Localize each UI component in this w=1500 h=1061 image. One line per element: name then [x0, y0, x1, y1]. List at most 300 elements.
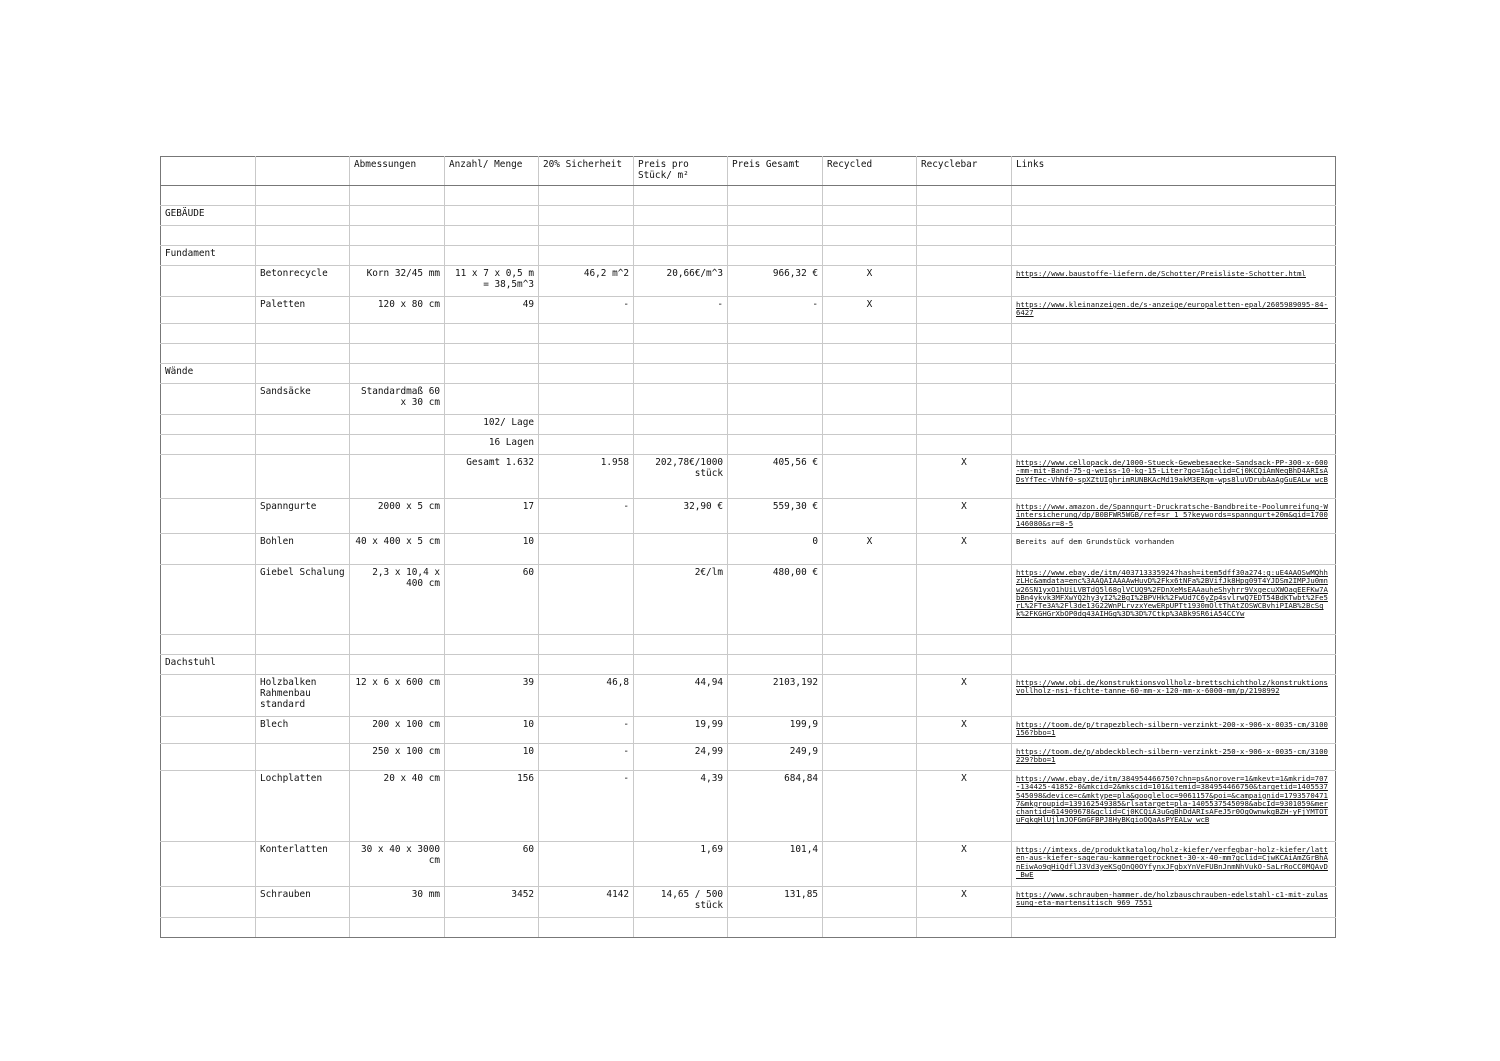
table-row: [161, 297, 1336, 324]
cell-sicherheit: [539, 246, 634, 266]
cell-abmessungen: 12 x 6 x 600 cm: [350, 675, 445, 717]
cell-section: [161, 918, 256, 938]
cell-item: [256, 455, 350, 499]
cell-abmessungen: [350, 344, 445, 364]
cell-abmessungen: 30 mm: [350, 887, 445, 918]
cell-recyclebar: [917, 246, 1012, 266]
table-body: [161, 157, 1336, 938]
cell-item: [256, 344, 350, 364]
cell-link[interactable]: [1012, 565, 1336, 635]
cell-preis-pro-stueck: -: [634, 297, 728, 324]
cell-anzahl: [445, 364, 539, 384]
cell-section: [161, 635, 256, 655]
cell-recyclebar: [917, 344, 1012, 364]
table-row: [161, 744, 1336, 771]
cell-sicherheit: [539, 226, 634, 246]
cell-preis-gesamt: [728, 344, 823, 364]
cell-link: [1012, 918, 1336, 938]
cell-item: [256, 415, 350, 435]
table-row: [161, 455, 1336, 499]
cell-preis-pro-stueck: 20,66€/m^3: [634, 266, 728, 297]
cell-link: [1012, 384, 1336, 415]
link-url[interactable]: https://www.baustoffe-liefern.de/Schotter/Preisliste-Schotter.html: [1016, 269, 1306, 278]
cell-sicherheit: [539, 842, 634, 887]
cell-sicherheit: [539, 415, 634, 435]
cell-link[interactable]: [1012, 297, 1336, 324]
cell-preis-pro-stueck: [634, 246, 728, 266]
cell-section: [161, 415, 256, 435]
cell-recycled: [823, 246, 917, 266]
cell-item: Betonrecycle: [256, 266, 350, 297]
cell-recyclebar: [917, 435, 1012, 455]
cell-abmessungen: [350, 246, 445, 266]
cell-anzahl: 10: [445, 534, 539, 565]
cell-preis-gesamt: [728, 246, 823, 266]
cell-preis-pro-stueck: 202,78€/1000 stück: [634, 455, 728, 499]
cell-recycled: [823, 635, 917, 655]
cell-section: [161, 771, 256, 842]
cell-item: [256, 226, 350, 246]
cell-abmessungen: [350, 635, 445, 655]
table-row: [161, 384, 1336, 415]
cell-recycled: [823, 384, 917, 415]
cell-sicherheit: 4142: [539, 887, 634, 918]
cell-preis-gesamt: 405,56 €: [728, 455, 823, 499]
cell-preis-gesamt: 249,9: [728, 744, 823, 771]
cell-recycled: [823, 771, 917, 842]
cell-item: [256, 435, 350, 455]
cell-link: [1012, 226, 1336, 246]
cell-preis-pro-stueck: [634, 635, 728, 655]
cell-recycled: [823, 455, 917, 499]
cell-abmessungen: [350, 435, 445, 455]
cell-preis-pro-stueck: [634, 364, 728, 384]
link-url[interactable]: https://www.ebay.de/itm/384954466750?chn=ps&norover=1&mkevt=1&mkrid=707-134425-41852-0&mkcid=2&mkscid=101&itemid=384954466750&targetid=1405537545098&device=c&mktype=pla&googleloc=9061157&poi=&campaignid=17935704717&mkgroupid=139162549385&rlsatarget=pla-1405537545098&abcId=9301059&merchantid=614909678&gclid=Cj0KCQiA3uGqBhDdARIsAFeJ5r0OgOwnwkgBZH-yFjYMTOTuFqkqHlUjlmJOFGmGFBPJ8HyBKqioOQaAsPYEALw_wcB: [1016, 774, 1328, 825]
link-url[interactable]: https://toom.de/p/trapezblech-silbern-verzinkt-200-x-906-x-0035-cm/3100156?bbo=1: [1016, 720, 1328, 738]
table-row: [161, 186, 1336, 206]
cell-preis-pro-stueck: [634, 655, 728, 675]
cell-preis-pro-stueck: 32,90 €: [634, 499, 728, 534]
cell-item: Schrauben: [256, 887, 350, 918]
cell-item: [256, 918, 350, 938]
cell-preis-gesamt: [728, 364, 823, 384]
cell-abmessungen: [350, 415, 445, 435]
cell-sicherheit: [539, 186, 634, 206]
cell-recycled: [823, 435, 917, 455]
cell-link[interactable]: [1012, 717, 1336, 744]
cell-preis-gesamt: [728, 655, 823, 675]
cell-anzahl: 102/ Lage: [445, 415, 539, 435]
cell-item: Spanngurte: [256, 499, 350, 534]
cell-recycled: [823, 206, 917, 226]
table-row: [161, 918, 1336, 938]
cell-recycled: [823, 565, 917, 635]
cell-link[interactable]: [1012, 455, 1336, 499]
cell-section: [161, 744, 256, 771]
cell-preis-gesamt: 559,30 €: [728, 499, 823, 534]
cell-recyclebar: [917, 635, 1012, 655]
cell-abmessungen: Standardmaß 60 x 30 cm: [350, 384, 445, 415]
cell-preis-gesamt: [728, 206, 823, 226]
cell-section: [161, 455, 256, 499]
cell-recycled: [823, 344, 917, 364]
cell-anzahl: [445, 655, 539, 675]
cell-recyclebar: X: [917, 455, 1012, 499]
cell-abmessungen: [350, 655, 445, 675]
cell-recycled: [823, 499, 917, 534]
cell-sicherheit: 46,8: [539, 675, 634, 717]
cell-preis-pro-stueck: 2€/lm: [634, 565, 728, 635]
cell-abmessungen: [350, 324, 445, 344]
cell-abmessungen: [350, 918, 445, 938]
cell-abmessungen: [350, 455, 445, 499]
cell-section: [161, 675, 256, 717]
cell-sicherheit: 1.958: [539, 455, 634, 499]
cell-recycled: [823, 675, 917, 717]
cell-section: [161, 534, 256, 565]
note-text: Bereits auf dem Grundstück vorhanden: [1016, 537, 1175, 546]
cell-anzahl: [445, 186, 539, 206]
cell-sicherheit: [539, 534, 634, 565]
cell-section: Wände: [161, 364, 256, 384]
cell-preis-pro-stueck: 24,99: [634, 744, 728, 771]
cell-preis-pro-stueck: 44,94: [634, 675, 728, 717]
cell-preis-pro-stueck: [634, 324, 728, 344]
cell-preis-gesamt: [728, 415, 823, 435]
cell-recycled: X: [823, 297, 917, 324]
cell-section: [161, 842, 256, 887]
link-url[interactable]: https://www.cellopack.de/1000-Stueck-Gewebesaecke-Sandsack-PP-300-x-600-mm-mit-Band-75-g-weiss-10-kg-15-Liter?go=1&gclid=Cj0KCQiAmNeqBhD4ARIsADsYfTec-VhNf0-spXZtUIghrimRUNBKAcMd19akM3ERqm-wps8luVDrubAaAgGuEALw_wcB: [1016, 458, 1328, 484]
cell-section: [161, 717, 256, 744]
table-row: [161, 635, 1336, 655]
table-row: [161, 415, 1336, 435]
cell-abmessungen: 250 x 100 cm: [350, 744, 445, 771]
cell-sicherheit: [539, 565, 634, 635]
cell-item: Giebel Schalung: [256, 565, 350, 635]
cell-recyclebar: [917, 186, 1012, 206]
cell-recyclebar: [917, 918, 1012, 938]
header-cell-section: [161, 157, 256, 186]
table-row: [161, 435, 1336, 455]
cell-sicherheit: -: [539, 744, 634, 771]
cell-abmessungen: 200 x 100 cm: [350, 717, 445, 744]
cell-sicherheit: [539, 344, 634, 364]
cell-anzahl: 10: [445, 717, 539, 744]
cell-preis-gesamt: 480,00 €: [728, 565, 823, 635]
cell-sicherheit: -: [539, 771, 634, 842]
cell-item: Konterlatten: [256, 842, 350, 887]
cell-link: [1012, 344, 1336, 364]
cell-preis-pro-stueck: 4,39: [634, 771, 728, 842]
cell-preis-pro-stueck: [634, 344, 728, 364]
link-url[interactable]: https://www.ebay.de/itm/403713335924?hash=item5dff30a274:g:uE4AAOSwMQhhzLHc&amdata=enc%3AAQAIAAAAwHuvD%2Fkx6tNFa%2BVifJk8Hpg09T4YJDSm2IMPJu0mnw26SN1yxO1hUiLVBTdQ5l68glVCUQ9%2FDnXeMsEAAauheShyhrr9VxgecuXWOaqEEFKw7AbBn4ykvk3MFXwYQ2hy3yI2%2BgI%2BPVHk%2FwUd7C6yZp4svlrwQ7EDT54BdKTwbt%2Fe5rL%2FTe3A%2Fl3de13G22WnPLrvzxYewERpUPTt1930mOltThAtZOSWCBvhiPIAB%2BcSqk%2FKGHGrXbOP0dq43AIHGg%3D%3D%7Ctkp%3ABk9SR6iA54CCYw: [1016, 568, 1328, 619]
cell-sicherheit: [539, 364, 634, 384]
cell-link: [1012, 206, 1336, 226]
table-row: [161, 842, 1336, 887]
cell-link[interactable]: [1012, 842, 1336, 887]
header-preis-pro-stueck: Preis pro Stück/ m²: [634, 157, 728, 186]
cell-preis-pro-stueck: [634, 534, 728, 565]
cell-preis-gesamt: [728, 324, 823, 344]
cell-abmessungen: 30 x 40 x 3000 cm: [350, 842, 445, 887]
cell-link: [1012, 415, 1336, 435]
cell-link: [1012, 534, 1336, 565]
cell-sicherheit: [539, 384, 634, 415]
cell-section: [161, 384, 256, 415]
cell-anzahl: 49: [445, 297, 539, 324]
cell-preis-gesamt: [728, 635, 823, 655]
cell-sicherheit: [539, 435, 634, 455]
cell-preis-pro-stueck: [634, 435, 728, 455]
cell-anzahl: [445, 918, 539, 938]
cell-preis-gesamt: [728, 384, 823, 415]
cell-preis-pro-stueck: [634, 415, 728, 435]
cell-preis-pro-stueck: 19,99: [634, 717, 728, 744]
cell-item: [256, 635, 350, 655]
cell-recyclebar: [917, 324, 1012, 344]
cell-abmessungen: [350, 226, 445, 246]
cell-recyclebar: X: [917, 675, 1012, 717]
cell-item: Lochplatten: [256, 771, 350, 842]
cell-sicherheit: -: [539, 297, 634, 324]
cell-recycled: [823, 887, 917, 918]
cell-anzahl: 60: [445, 565, 539, 635]
table-row: [161, 324, 1336, 344]
cell-link: [1012, 655, 1336, 675]
cell-anzahl: [445, 246, 539, 266]
cell-section: [161, 226, 256, 246]
cell-anzahl: [445, 206, 539, 226]
cell-preis-gesamt: 0: [728, 534, 823, 565]
cell-recycled: [823, 717, 917, 744]
cell-abmessungen: 20 x 40 cm: [350, 771, 445, 842]
header-abmessungen: Abmessungen: [350, 157, 445, 186]
cell-item: [256, 206, 350, 226]
cell-recyclebar: X: [917, 887, 1012, 918]
cell-link[interactable]: [1012, 887, 1336, 918]
cell-abmessungen: [350, 206, 445, 226]
cell-abmessungen: 120 x 80 cm: [350, 297, 445, 324]
cell-recycled: [823, 226, 917, 246]
cell-section: [161, 565, 256, 635]
cell-preis-gesamt: [728, 435, 823, 455]
header-recyclebar: Recyclebar: [917, 157, 1012, 186]
header-sicherheit: 20% Sicherheit: [539, 157, 634, 186]
cell-recycled: [823, 186, 917, 206]
cell-anzahl: [445, 384, 539, 415]
cell-abmessungen: 40 x 400 x 5 cm: [350, 534, 445, 565]
cell-preis-pro-stueck: [634, 226, 728, 246]
table-row: [161, 266, 1336, 297]
cell-link[interactable]: [1012, 499, 1336, 534]
cell-preis-pro-stueck: [634, 384, 728, 415]
cell-section: [161, 887, 256, 918]
cell-recyclebar: [917, 226, 1012, 246]
cell-sicherheit: 46,2 m^2: [539, 266, 634, 297]
cell-anzahl: [445, 344, 539, 364]
cell-section: [161, 435, 256, 455]
cell-recycled: [823, 842, 917, 887]
cell-link[interactable]: [1012, 266, 1336, 297]
cell-sicherheit: [539, 635, 634, 655]
cell-preis-pro-stueck: 1,69: [634, 842, 728, 887]
table-row: [161, 364, 1336, 384]
cell-recyclebar: [917, 744, 1012, 771]
table-row: [161, 565, 1336, 635]
table-row: [161, 675, 1336, 717]
cell-anzahl: [445, 324, 539, 344]
cell-item: [256, 364, 350, 384]
link-url[interactable]: https://www.amazon.de/Spanngurt-Druckratsche-Bandbreite-Poolumreifung-Wintersicherung/dp/B0BFWR5WGB/ref=sr_1_5?keywords=spanngurt+20m&qid=1700146080&sr=8-5: [1016, 502, 1328, 528]
cell-link[interactable]: [1012, 675, 1336, 717]
cell-recyclebar: [917, 415, 1012, 435]
cell-item: Bohlen: [256, 534, 350, 565]
cell-link: [1012, 635, 1336, 655]
cell-recyclebar: X: [917, 771, 1012, 842]
cell-recyclebar: [917, 655, 1012, 675]
cell-recyclebar: [917, 384, 1012, 415]
cell-link: [1012, 186, 1336, 206]
header-cell-item: [256, 157, 350, 186]
cell-sicherheit: -: [539, 717, 634, 744]
cell-recycled: X: [823, 266, 917, 297]
cell-link: [1012, 364, 1336, 384]
header-recycled: Recycled: [823, 157, 917, 186]
cell-link: [1012, 435, 1336, 455]
cell-item: [256, 246, 350, 266]
link-url[interactable]: https://www.kleinanzeigen.de/s-anzeige/europaletten-epal/2605989095-84-6427: [1016, 300, 1328, 318]
cell-section: [161, 266, 256, 297]
header-row: [161, 157, 1336, 186]
cell-recyclebar: [917, 364, 1012, 384]
cell-preis-gesamt: 131,85: [728, 887, 823, 918]
cell-item: [256, 655, 350, 675]
table-row: [161, 344, 1336, 364]
header-anzahl-menge: Anzahl/ Menge: [445, 157, 539, 186]
cell-preis-pro-stueck: 14,65 / 500 stück: [634, 887, 728, 918]
cell-recyclebar: [917, 206, 1012, 226]
cell-preis-gesamt: 199,9: [728, 717, 823, 744]
cell-recyclebar: [917, 266, 1012, 297]
cell-preis-gesamt: -: [728, 297, 823, 324]
cell-recycled: X: [823, 534, 917, 565]
cell-recycled: [823, 918, 917, 938]
cell-abmessungen: 2,3 x 10,4 x 400 cm: [350, 565, 445, 635]
cell-preis-pro-stueck: [634, 186, 728, 206]
cell-anzahl: Gesamt 1.632: [445, 455, 539, 499]
cell-link: [1012, 324, 1336, 344]
cell-recyclebar: X: [917, 499, 1012, 534]
cell-preis-gesamt: [728, 226, 823, 246]
cell-abmessungen: [350, 186, 445, 206]
cell-link: [1012, 246, 1336, 266]
cell-sicherheit: [539, 206, 634, 226]
cell-abmessungen: [350, 364, 445, 384]
cell-sicherheit: [539, 324, 634, 344]
cell-section: [161, 324, 256, 344]
cell-anzahl: 17: [445, 499, 539, 534]
cell-recyclebar: [917, 297, 1012, 324]
cell-section: Dachstuhl: [161, 655, 256, 675]
cell-abmessungen: Korn 32/45 mm: [350, 266, 445, 297]
cell-anzahl: 39: [445, 675, 539, 717]
cell-recycled: [823, 415, 917, 435]
cell-recycled: [823, 324, 917, 344]
cell-recycled: [823, 364, 917, 384]
header-preis-gesamt: Preis Gesamt: [728, 157, 823, 186]
table-row: [161, 771, 1336, 842]
cell-sicherheit: [539, 918, 634, 938]
cell-link[interactable]: [1012, 771, 1336, 842]
cell-section: [161, 297, 256, 324]
cell-section: Fundament: [161, 246, 256, 266]
cell-preis-gesamt: 2103,192: [728, 675, 823, 717]
cell-recyclebar: X: [917, 534, 1012, 565]
table-row: [161, 226, 1336, 246]
cell-sicherheit: [539, 655, 634, 675]
cell-recycled: [823, 744, 917, 771]
cell-preis-gesamt: 966,32 €: [728, 266, 823, 297]
materials-table: [160, 156, 1336, 938]
table-row: [161, 206, 1336, 226]
cell-section: GEBÄUDE: [161, 206, 256, 226]
link-url[interactable]: https://www.schrauben-hammer.de/holzbauschrauben-edelstahl-c1-mit-zulassung-eta-martensitisch_969_7551: [1016, 890, 1328, 908]
cell-anzahl: 10: [445, 744, 539, 771]
table-row: [161, 246, 1336, 266]
link-url[interactable]: https://toom.de/p/abdeckblech-silbern-verzinkt-250-x-906-x-0035-cm/3100229?bbo=1: [1016, 747, 1328, 765]
link-url[interactable]: https://www.obi.de/konstruktionsvollholz-brettschichtholz/konstruktionsvollholz-nsi-fichte-tanne-60-mm-x-120-mm-x-6000-mm/p/2198992: [1016, 678, 1328, 696]
cell-item: Blech: [256, 717, 350, 744]
cell-link[interactable]: [1012, 744, 1336, 771]
cell-item: [256, 324, 350, 344]
table-row: [161, 887, 1336, 918]
cell-preis-gesamt: 684,84: [728, 771, 823, 842]
cell-item: Holzbalken Rahmenbau standard: [256, 675, 350, 717]
cell-anzahl: [445, 226, 539, 246]
cell-section: [161, 499, 256, 534]
cell-recyclebar: [917, 565, 1012, 635]
header-links: Links: [1012, 157, 1336, 186]
cell-item: Sandsäcke: [256, 384, 350, 415]
cell-anzahl: 11 x 7 x 0,5 m = 38,5m^3: [445, 266, 539, 297]
cell-anzahl: 156: [445, 771, 539, 842]
cell-abmessungen: 2000 x 5 cm: [350, 499, 445, 534]
cell-anzahl: 3452: [445, 887, 539, 918]
table-row: [161, 655, 1336, 675]
cell-section: [161, 186, 256, 206]
cell-preis-pro-stueck: [634, 206, 728, 226]
cell-item: [256, 744, 350, 771]
cell-preis-gesamt: [728, 186, 823, 206]
link-url[interactable]: https://imtexs.de/produktkatalog/holz-kiefer/verfegbar-holz-kiefer/latten-aus-kiefer-sagerau-kammergetrocknet-30-x-40-mm?gclid=CjwKCAiAmZGrBhAnEiwAo9qHiQdflJ3Vd3yeKSgOnQ0OYfynxJFgbxYnVeFUBnJnmNhVukO-SaLrRoCC0MQAvD_BwE: [1016, 845, 1328, 879]
table-row: [161, 499, 1336, 534]
table-row: [161, 717, 1336, 744]
cell-item: [256, 186, 350, 206]
cell-recyclebar: X: [917, 717, 1012, 744]
cell-anzahl: 16 Lagen: [445, 435, 539, 455]
cell-anzahl: 60: [445, 842, 539, 887]
cell-recycled: [823, 655, 917, 675]
cell-sicherheit: -: [539, 499, 634, 534]
cell-preis-gesamt: [728, 918, 823, 938]
cell-preis-pro-stueck: [634, 918, 728, 938]
cell-recyclebar: X: [917, 842, 1012, 887]
table-row: [161, 534, 1336, 565]
cell-preis-gesamt: 101,4: [728, 842, 823, 887]
cell-section: [161, 344, 256, 364]
cell-anzahl: [445, 635, 539, 655]
cell-item: Paletten: [256, 297, 350, 324]
